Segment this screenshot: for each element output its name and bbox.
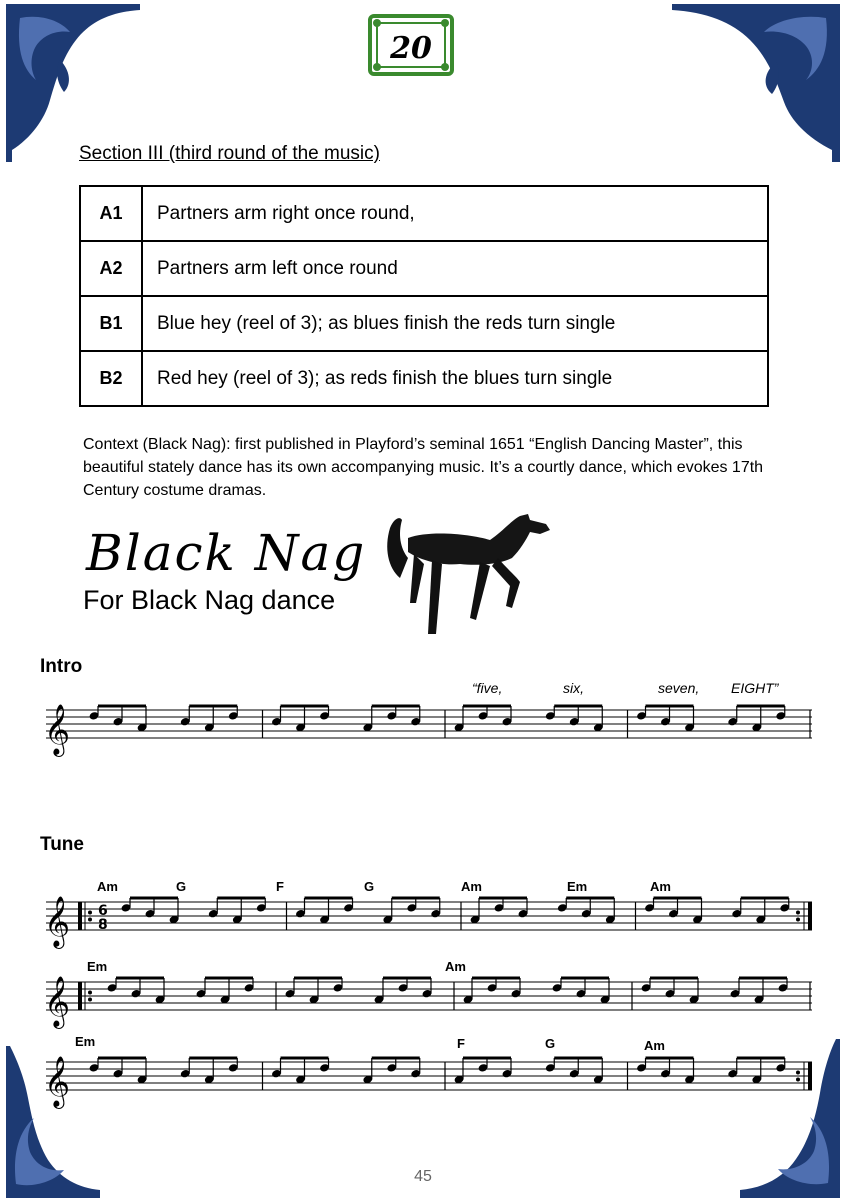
corner-ornament-top-right <box>666 0 846 165</box>
step-text: Blue hey (reel of 3); as blues finish the reds turn single <box>142 296 768 351</box>
black-horse-illustration <box>380 508 555 640</box>
music-subtitle: For Black Nag dance <box>83 585 336 615</box>
step-key: B1 <box>80 296 142 351</box>
tune-staff-line-1 <box>40 880 820 950</box>
step-key: A1 <box>80 186 142 241</box>
chord-label: Am <box>97 879 118 894</box>
step-key: B2 <box>80 351 142 406</box>
chord-label: Em <box>87 959 108 974</box>
treble-clef-icon: 𝄞 <box>44 896 71 947</box>
time-signature-top: 6 <box>98 903 108 919</box>
chord-label: Am <box>650 879 671 894</box>
treble-clef-icon: 𝄞 <box>44 1056 71 1107</box>
lyric-count: six, <box>563 680 584 696</box>
intro-label: Intro <box>40 656 83 677</box>
treble-clef-icon: 𝄞 <box>44 976 71 1027</box>
dance-number-badge <box>368 14 454 76</box>
step-text: Red hey (reel of 3); as reds finish the blues turn single <box>142 351 768 406</box>
lyric-count: seven, <box>658 680 700 696</box>
lyric-count: “five, <box>472 680 503 696</box>
treble-clef-icon: 𝄞 <box>44 704 71 755</box>
tune-label: Tune <box>40 834 84 855</box>
tune-staff-line-2 <box>40 960 820 1030</box>
chord-label: G <box>176 879 187 894</box>
chord-label: G <box>364 879 375 894</box>
badge-number: 20 <box>390 31 432 66</box>
chord-label: Am <box>644 1038 665 1053</box>
chord-label: Em <box>75 1034 96 1049</box>
chord-label: F <box>457 1036 465 1051</box>
step-key: A2 <box>80 241 142 296</box>
dance-steps-table <box>79 185 769 407</box>
table-row <box>80 186 768 241</box>
context-paragraph: Context (Black Nag): first published in Playford’s seminal 1651 “English Dancing Master”, this beautiful stately dance has its own accompanying music. It’s a courtly dance, which evokes 17th Century costume dramas. <box>83 436 764 499</box>
handwritten-title: Black Nag <box>86 524 367 582</box>
section-heading: Section III (third round of the music) <box>79 143 380 164</box>
tune-staff-line-3 <box>40 1040 820 1110</box>
chord-label: Am <box>445 959 466 974</box>
intro-staff <box>40 688 820 758</box>
time-signature-bottom: 8 <box>98 917 108 933</box>
corner-ornament-top-left <box>0 0 150 165</box>
chord-label: F <box>276 879 284 894</box>
chord-label: Em <box>567 879 588 894</box>
chord-label: Am <box>461 879 482 894</box>
chord-label: G <box>545 1036 556 1051</box>
page-number: 45 <box>414 1168 432 1185</box>
step-text: Partners arm right once round, <box>142 186 768 241</box>
table-row <box>80 241 768 296</box>
step-text: Partners arm left once round <box>142 241 768 296</box>
table-row <box>80 296 768 351</box>
lyric-count: EIGHT” <box>731 680 779 696</box>
table-row <box>80 351 768 406</box>
